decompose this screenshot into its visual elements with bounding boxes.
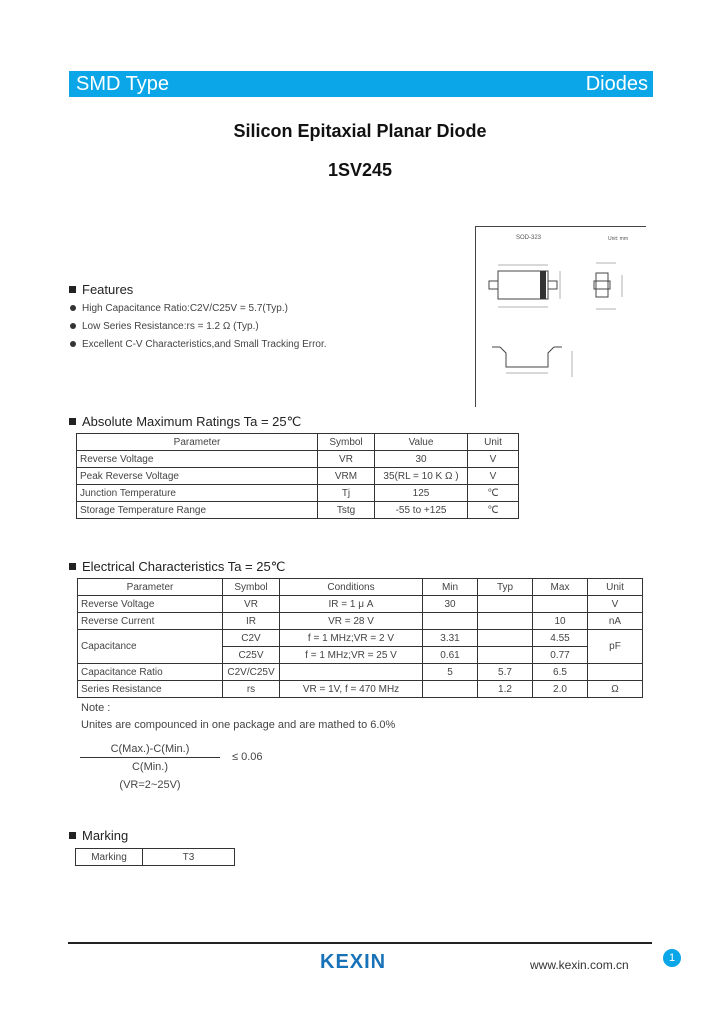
header-cell: Min <box>423 579 478 596</box>
table-cell: 4.55 <box>533 630 588 647</box>
table-cell: 5.7 <box>478 664 533 681</box>
table-cell: 5 <box>423 664 478 681</box>
elec-table <box>77 578 643 698</box>
table-row <box>78 681 643 698</box>
header-cell: Conditions <box>280 579 423 596</box>
table-cell: Reverse Voltage <box>78 596 223 613</box>
table-cell: Capacitance Ratio <box>78 664 223 681</box>
table-cell: Tstg <box>318 502 375 519</box>
table-row <box>78 613 643 630</box>
table-cell: 125 <box>375 485 468 502</box>
table-cell <box>588 664 643 681</box>
header-right: Diodes <box>585 73 648 95</box>
table-cell <box>533 596 588 613</box>
square-bullet-icon <box>69 563 76 570</box>
fraction-line <box>80 757 220 758</box>
table-cell: 1.2 <box>478 681 533 698</box>
square-bullet-icon <box>69 286 76 293</box>
feature-text: Excellent C-V Characteristics,and Small Tracking Error. <box>82 339 327 350</box>
table-cell: f = 1 MHz;VR = 2 V <box>280 630 423 647</box>
feature-item <box>70 339 327 350</box>
package-unit-label: Unit: mm <box>608 236 628 242</box>
note-text: Unites are compounced in one package and are mathed to 6.0% <box>81 719 396 731</box>
table-cell: V <box>468 451 519 468</box>
table-cell: VR <box>318 451 375 468</box>
package-outline-drawing <box>476 227 646 407</box>
header-bar <box>69 71 653 97</box>
part-number: 1SV245 <box>327 160 393 180</box>
table-cell: ℃ <box>468 485 519 502</box>
formula-limit: ≤ 0.06 <box>232 751 263 763</box>
marking-heading <box>69 828 128 843</box>
table-cell: C2V <box>223 630 280 647</box>
feature-item <box>70 303 288 314</box>
elec-heading <box>69 559 285 575</box>
table-cell <box>478 630 533 647</box>
header-cell: Typ <box>478 579 533 596</box>
table-row <box>78 630 643 647</box>
table-cell: VRM <box>318 468 375 485</box>
abs-max-table <box>76 433 519 519</box>
package-drawing <box>475 226 646 407</box>
header-cell: Parameter <box>78 579 223 596</box>
table-cell <box>478 647 533 664</box>
table-cell: Peak Reverse Voltage <box>77 468 318 485</box>
table-cell: Junction Temperature <box>77 485 318 502</box>
marking-heading-text: Marking <box>82 828 129 843</box>
feature-text: Low Series Resistance:rs = 1.2 Ω (Typ.) <box>82 321 259 332</box>
table-cell: V <box>468 468 519 485</box>
bullet-icon <box>70 323 76 329</box>
table-cell: rs <box>223 681 280 698</box>
table-row <box>77 502 519 519</box>
table-cell <box>423 613 478 630</box>
table-cell: IR <box>223 613 280 630</box>
table-cell: Marking <box>76 849 143 866</box>
table-header-row <box>78 579 643 596</box>
table-cell: 6.5 <box>533 664 588 681</box>
table-cell: -55 to +125 <box>375 502 468 519</box>
table-row <box>76 849 235 866</box>
table-cell <box>280 664 423 681</box>
footer-url[interactable]: www.kexin.com.cn <box>530 958 629 972</box>
feature-item <box>70 321 259 332</box>
table-cell: ℃ <box>468 502 519 519</box>
feature-text: High Capacitance Ratio:C2V/C25V = 5.7(Typ.) <box>82 303 288 314</box>
table-cell: Capacitance <box>78 630 223 664</box>
header-cell: Max <box>533 579 588 596</box>
table-cell <box>478 613 533 630</box>
header-cell: Symbol <box>318 434 375 451</box>
table-cell: IR = 1 μ A <box>280 596 423 613</box>
formula-denominator: C(Min.) <box>131 761 169 773</box>
table-cell <box>478 596 533 613</box>
table-cell: T3 <box>143 849 235 866</box>
header-cell: Parameter <box>77 434 318 451</box>
kexin-logo: KEXIN <box>320 951 387 973</box>
page-title: Silicon Epitaxial Planar Diode <box>233 121 487 141</box>
formula-numerator: C(Max.)-C(Min.) <box>110 743 190 755</box>
table-cell: f = 1 MHz;VR = 25 V <box>280 647 423 664</box>
table-cell: Storage Temperature Range <box>77 502 318 519</box>
table-cell: nA <box>588 613 643 630</box>
table-cell: Series Resistance <box>78 681 223 698</box>
header-cell: Value <box>375 434 468 451</box>
square-bullet-icon <box>69 832 76 839</box>
footer-divider <box>68 942 652 944</box>
header-cell: Symbol <box>223 579 280 596</box>
table-cell: 10 <box>533 613 588 630</box>
header-cell: Unit <box>588 579 643 596</box>
table-cell: pF <box>588 630 643 664</box>
elec-heading-text: Electrical Characteristics Ta = 25℃ <box>82 559 286 574</box>
marking-table <box>75 848 235 866</box>
features-heading-text: Features <box>82 282 134 297</box>
abs-max-heading-text: Absolute Maximum Ratings Ta = 25℃ <box>82 414 302 429</box>
table-cell: C2V/C25V <box>223 664 280 681</box>
bullet-icon <box>70 341 76 347</box>
table-cell: VR <box>223 596 280 613</box>
header-left: SMD Type <box>76 73 169 95</box>
table-cell: C25V <box>223 647 280 664</box>
table-cell: 2.0 <box>533 681 588 698</box>
abs-max-heading <box>69 414 301 430</box>
square-bullet-icon <box>69 418 76 425</box>
table-header-row <box>77 434 519 451</box>
table-row <box>77 451 519 468</box>
table-cell: 3.31 <box>423 630 478 647</box>
note-label: Note : <box>81 702 111 714</box>
table-cell: Reverse Voltage <box>77 451 318 468</box>
table-cell: 35(RL = 10 K Ω ) <box>375 468 468 485</box>
table-cell: 30 <box>375 451 468 468</box>
table-cell: VR = 1V, f = 470 MHz <box>280 681 423 698</box>
table-cell <box>423 681 478 698</box>
table-cell: 0.61 <box>423 647 478 664</box>
table-cell: Tj <box>318 485 375 502</box>
table-row <box>78 596 643 613</box>
formula-condition: (VR=2~25V) <box>119 779 181 791</box>
table-cell: Reverse Current <box>78 613 223 630</box>
table-cell: 30 <box>423 596 478 613</box>
bullet-icon <box>70 305 76 311</box>
table-row <box>78 664 643 681</box>
table-cell: VR = 28 V <box>280 613 423 630</box>
table-row <box>77 485 519 502</box>
table-cell: 0.77 <box>533 647 588 664</box>
table-cell: Ω <box>588 681 643 698</box>
page-number-badge: 1 <box>663 949 681 967</box>
table-cell: V <box>588 596 643 613</box>
header-cell: Unit <box>468 434 519 451</box>
package-name-label: SOD-323 <box>516 235 542 241</box>
table-row <box>77 468 519 485</box>
features-heading <box>69 282 133 297</box>
